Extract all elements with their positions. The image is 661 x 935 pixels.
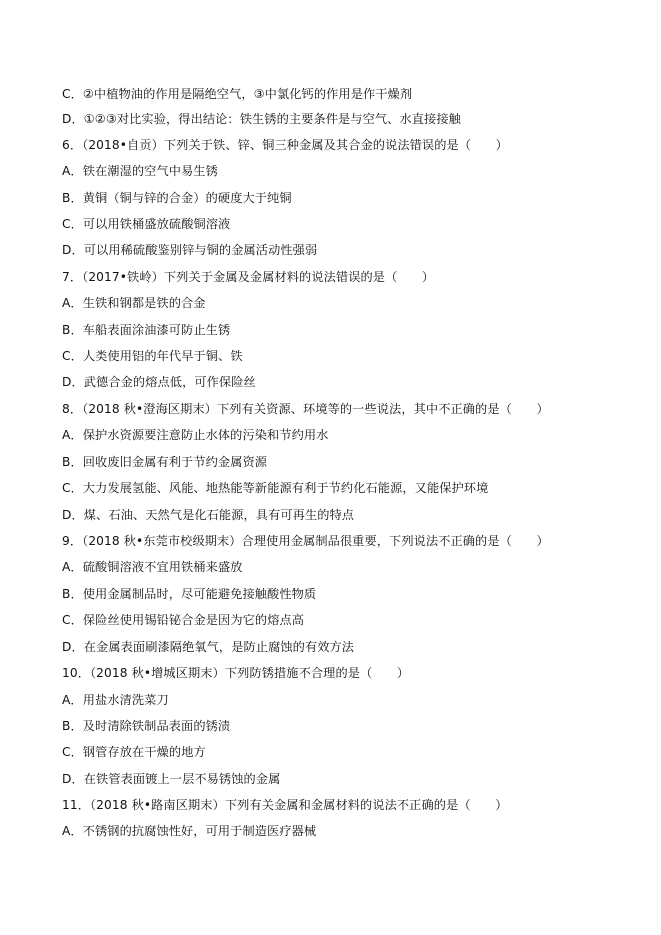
q11-option-a: A．不锈钢的抗腐蚀性好，可用于制造医疗器械 [62,824,317,838]
q9-option-a: A．硫酸铜溶液不宜用铁桶来盛放 [62,560,243,574]
q7-stem: 7．（2017•铁岭）下列关于金属及金属材料的说法错误的是（ ） [62,270,435,284]
q5-option-c: C．②中植物油的作用是隔绝空气，③中氯化钙的作用是作干燥剂 [62,87,413,101]
q6-option-b: B．黄铜（铜与锌的合金）的硬度大于纯铜 [62,191,292,205]
q10-option-a: A．用盐水清洗菜刀 [62,693,169,707]
q7-option-c: C．人类使用铝的年代早于铜、铁 [62,349,243,363]
q8-option-a: A．保护水资源要注意防止水体的污染和节约用水 [62,428,329,442]
q9-option-c: C．保险丝使用锡铅铋合金是因为它的熔点高 [62,613,305,627]
q10-stem: 10．（2018 秋•增城区期末）下列防锈措施不合理的是（ ） [62,666,410,680]
q6-stem: 6．（2018•自贡）下列关于铁、锌、铜三种金属及其合金的说法错误的是（ ） [62,138,508,152]
q8-option-b: B．回收废旧金属有利于节约金属资源 [62,455,268,469]
q8-option-c: C．大力发展氢能、风能、地热能等新能源有利于节约化石能源，又能保护环境 [62,481,489,495]
q7-option-b: B．车船表面涂油漆可防止生锈 [62,323,231,337]
q10-option-b: B．及时清除铁制品表面的锈渍 [62,719,231,733]
q7-option-d: D．武德合金的熔点低，可作保险丝 [62,375,256,389]
q6-option-d: D．可以用稀硫酸鉴别锌与铜的金属活动性强弱 [62,243,318,257]
q10-option-c: C．钢管存放在干燥的地方 [62,745,206,759]
q7-option-a: A．生铁和钢都是铁的合金 [62,296,206,310]
q8-stem: 8．（2018 秋•澄海区期末）下列有关资源、环境等的一些说法，其中不正确的是（ ） [62,402,549,416]
q9-option-d: D．在金属表面刷漆隔绝氧气，是防止腐蚀的有效方法 [62,640,355,654]
q10-option-d: D．在铁管表面镀上一层不易锈蚀的金属 [62,772,281,786]
q8-option-d: D．煤、石油、天然气是化石能源，具有可再生的特点 [62,508,355,522]
q6-option-c: C．可以用铁桶盛放硫酸铜溶液 [62,217,231,231]
q9-option-b: B．使用金属制品时，尽可能避免接触酸性物质 [62,587,317,601]
q5-option-d: D．①②③对比实验，得出结论：铁生锈的主要条件是与空气、水直接接触 [62,112,461,126]
q11-stem: 11．（2018 秋•路南区期末）下列有关金属和金属材料的说法不正确的是（ ） [62,798,508,812]
q9-stem: 9．（2018 秋•东莞市校级期末）合理使用金属制品很重要，下列说法不正确的是（ ） [62,534,549,548]
q6-option-a: A．铁在潮湿的空气中易生锈 [62,164,218,178]
